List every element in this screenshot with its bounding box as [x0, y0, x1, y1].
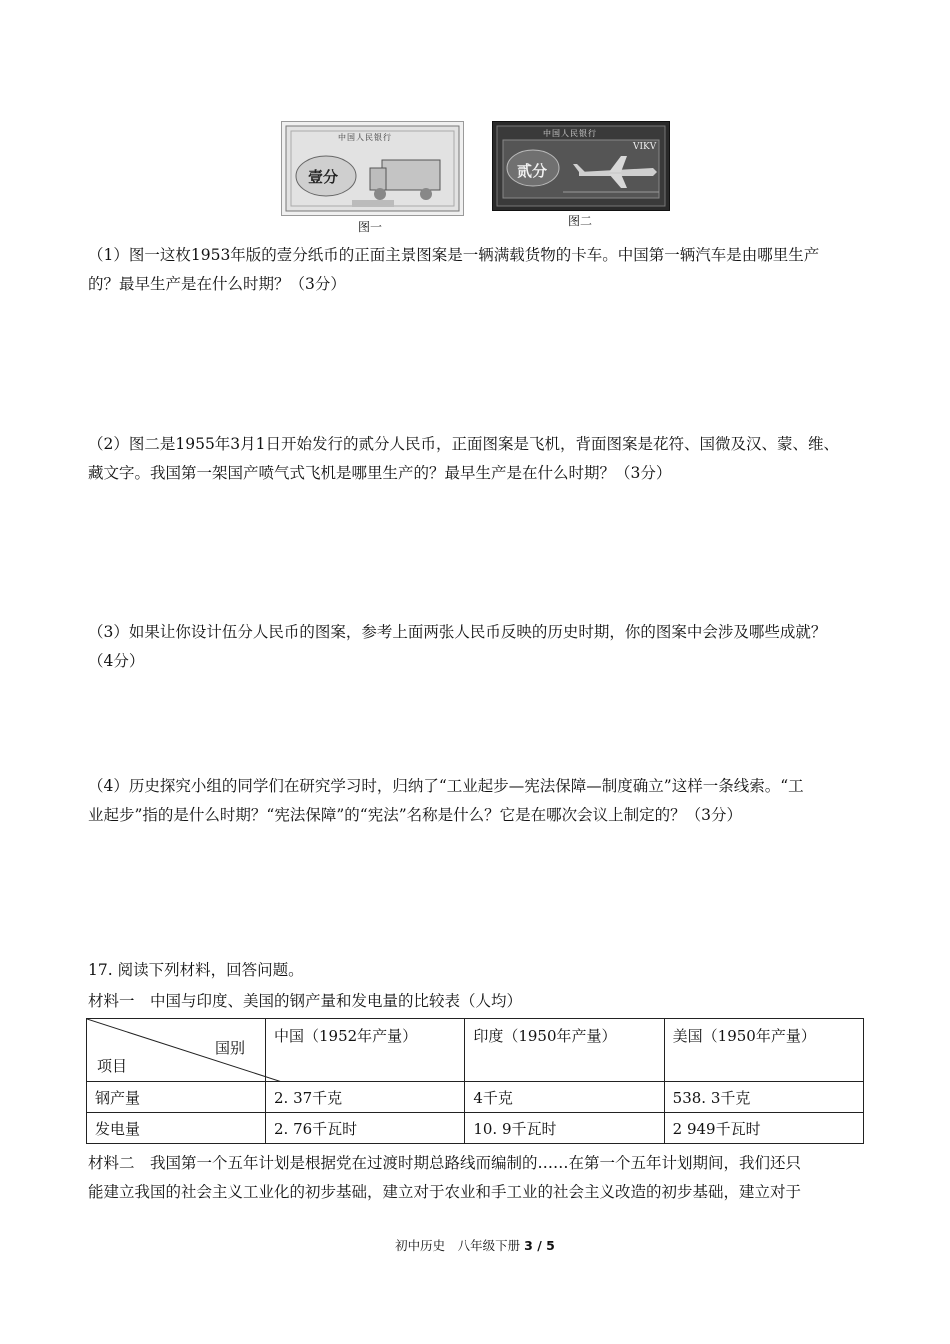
material-2-line-2: 能建立我国的社会主义工业化的初步基础，建立对于农业和手工业的社会主义改造的初步基础，建立对于: [88, 1183, 802, 1201]
banknote-2-value: 贰分: [517, 162, 548, 180]
banknote-1-header: 中国人民银行: [338, 133, 392, 142]
banknote-1-value: 壹分: [308, 168, 339, 186]
row-label: 发电量: [87, 1113, 266, 1144]
question-4-line-2: 业起步”指的是什么时期？“宪法保障”的“宪法”名称是什么？它是在哪次会议上制定的？（3分）: [88, 806, 742, 824]
table-cell: 2. 37千克: [266, 1082, 465, 1113]
question-1-line-1: （1）图一这枚1953年版的壹分纸币的正面主景图案是一辆满载货物的卡车。中国第一辆汽车是由哪里生产: [88, 246, 820, 264]
column-header: 中国（1952年产量）: [266, 1019, 465, 1082]
table-header-row: [87, 1019, 864, 1082]
banknote-2-header: 中国人民银行: [543, 129, 597, 138]
comparison-table: [86, 1018, 864, 1144]
footer-subject: 初中历史 八年级下册: [395, 1238, 521, 1253]
banknote-2-serial: VIKV: [633, 142, 657, 152]
column-header: 印度（1950年产量）: [465, 1019, 664, 1082]
question-17-title: 17. 阅读下列材料，回答问题。: [88, 961, 304, 979]
table-cell: 538. 3千克: [664, 1082, 863, 1113]
page-footer: [0, 1236, 950, 1254]
figure-2-banknote: [492, 121, 670, 211]
table-cell: 2. 76千瓦时: [266, 1113, 465, 1144]
question-3-line-1: （3）如果让你设计伍分人民币的图案，参考上面两张人民币反映的历史时期，你的图案中会涉及哪些成就？: [88, 623, 827, 641]
table-cell: 4千克: [465, 1082, 664, 1113]
material-2-line-1: 材料二 我国第一个五年计划是根据党在过渡时期总路线而编制的……在第一个五年计划期间，我们还只: [88, 1154, 802, 1172]
figure-2-caption: 图二: [568, 214, 593, 228]
material-1-title: 材料一 中国与印度、美国的钢产量和发电量的比较表（人均）: [88, 992, 523, 1010]
footer-page-number: 3 / 5: [524, 1238, 555, 1253]
table-row: [87, 1113, 864, 1144]
question-4-line-1: （4）历史探究小组的同学们在研究学习时，归纳了“工业起步—宪法保障—制度确立”这样一条线索。“工: [88, 777, 804, 795]
question-2-line-2: 藏文字。我国第一架国产喷气式飞机是哪里生产的？最早生产是在什么时期？（3分）: [88, 464, 672, 482]
question-1-line-2: 的？最早生产是在什么时期？（3分）: [88, 275, 346, 293]
figure-1-banknote: [281, 121, 464, 216]
figure-1-caption: 图一: [358, 220, 383, 234]
table-corner-cell: [87, 1019, 266, 1082]
question-2-line-1: （2）图二是1955年3月1日开始发行的贰分人民币，正面图案是飞机，背面图案是花符、国微及汉、蒙、维、: [88, 435, 840, 453]
question-3-line-2: （4分）: [88, 652, 145, 670]
table-cell: 10. 9千瓦时: [465, 1113, 664, 1144]
table-row: [87, 1082, 864, 1113]
table-cell: 2 949千瓦时: [664, 1113, 863, 1144]
corner-top-label: 国别: [214, 1039, 245, 1057]
column-header: 美国（1950年产量）: [664, 1019, 863, 1082]
corner-bottom-label: 项目: [97, 1057, 128, 1075]
row-label: 钢产量: [87, 1082, 266, 1113]
